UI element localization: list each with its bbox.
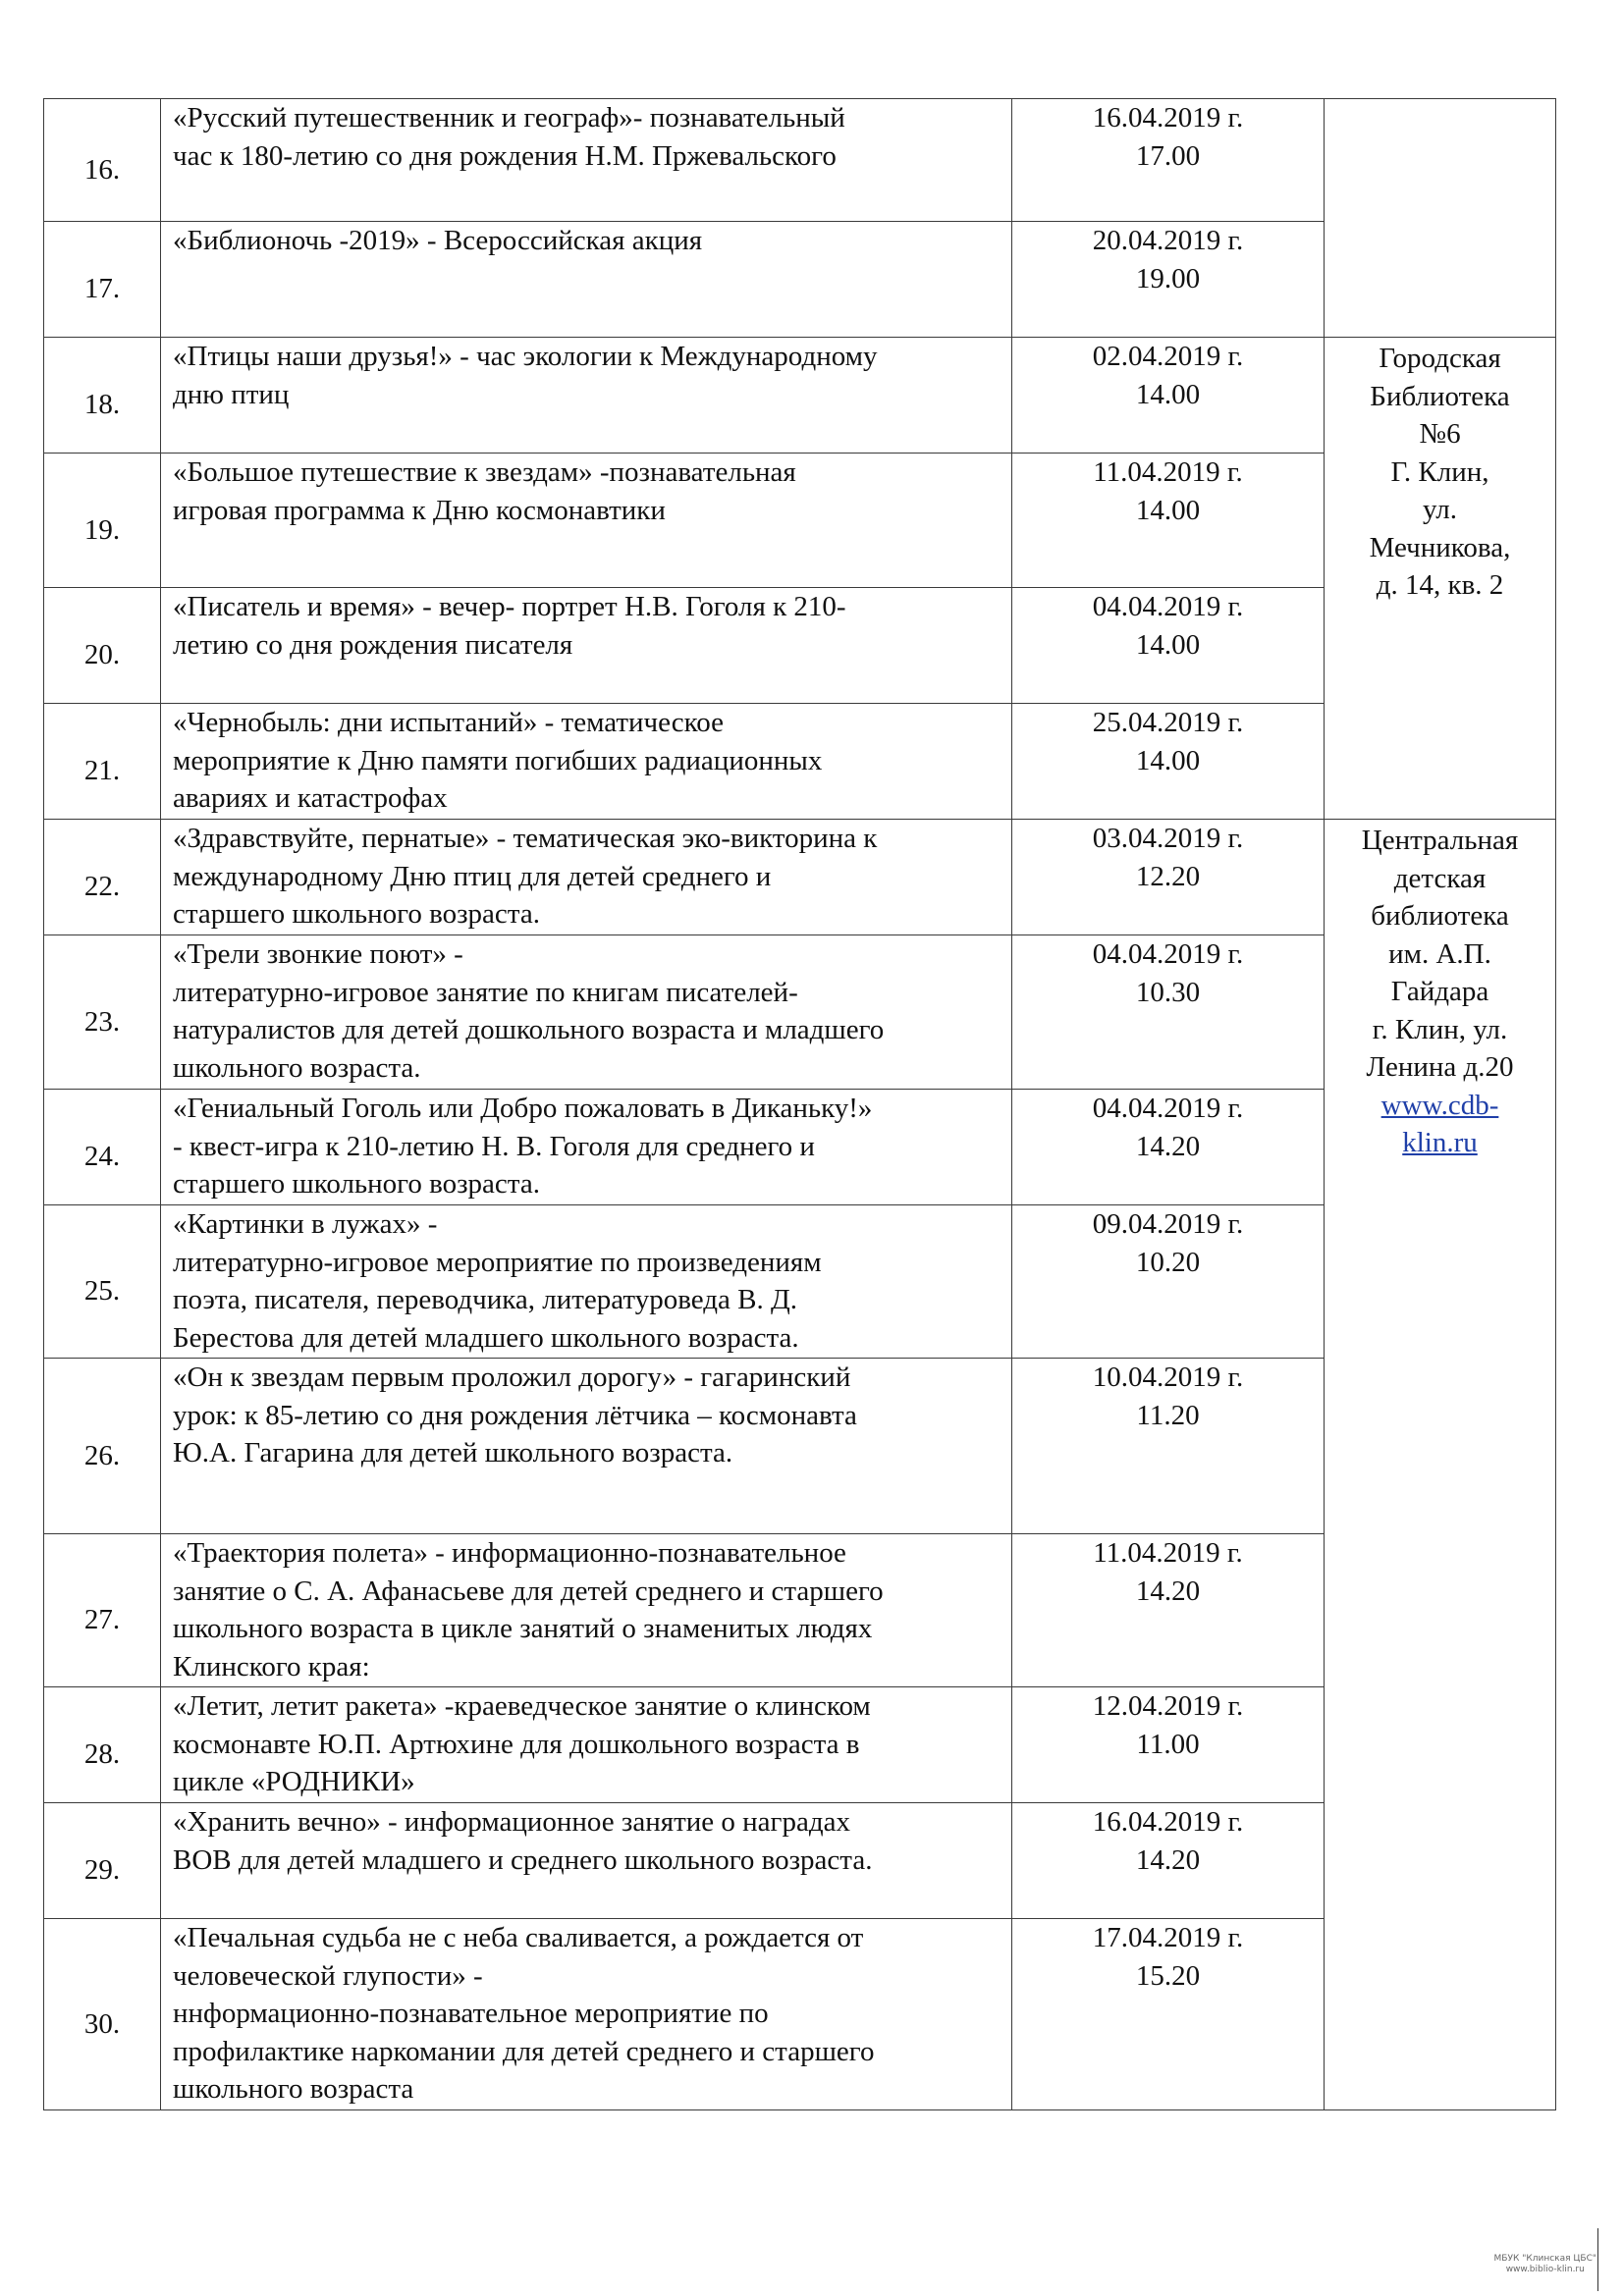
- event-description: «Русский путешественник и географ»- познавательный час к 180-летию со дня рождения Н.М. Пржевальского: [161, 99, 1012, 222]
- event-datetime: 16.04.2019 г. 14.20: [1012, 1803, 1325, 1919]
- row-number: 21.: [44, 704, 161, 820]
- event-description: «Хранить вечно» - информационное занятие о наградах ВОВ для детей младшего и среднего школьного возраста.: [161, 1803, 1012, 1919]
- row-number: 16.: [44, 99, 161, 222]
- event-description: «Печальная судьба не с неба сваливается, а рождается от человеческой глупости» - ннформационно-познавательное мероприятие по профилактике наркомании для детей среднего и старшего школьного возраста: [161, 1919, 1012, 2110]
- row-number: 27.: [44, 1534, 161, 1687]
- table-row: [44, 338, 1556, 454]
- event-description: «Трели звонкие поют» - литературно-игровое занятие по книгам писателей- натуралистов для детей дошкольного возраста и младшего школьного возраста.: [161, 935, 1012, 1090]
- event-datetime: 02.04.2019 г. 14.00: [1012, 338, 1325, 454]
- event-description: «Картинки в лужах» - литературно-игровое мероприятие по произведениям поэта, писателя, переводчика, литературоведа В. Д. Берестова для детей младшего школьного возраста.: [161, 1205, 1012, 1359]
- event-datetime: 16.04.2019 г. 17.00: [1012, 99, 1325, 222]
- row-number: 29.: [44, 1803, 161, 1919]
- library-website-link[interactable]: www.cdb- klin.ru: [1380, 1089, 1499, 1158]
- event-datetime: 11.04.2019 г. 14.20: [1012, 1534, 1325, 1687]
- row-number: 23.: [44, 935, 161, 1090]
- event-description: «Писатель и время» - вечер- портрет Н.В. Гоголя к 210- летию со дня рождения писателя: [161, 588, 1012, 704]
- page-edge-line: [1597, 2228, 1598, 2291]
- event-description: «Библионочь -2019» - Всероссийская акция: [161, 222, 1012, 338]
- row-number: 20.: [44, 588, 161, 704]
- events-table: [43, 98, 1556, 2110]
- event-datetime: 11.04.2019 г. 14.00: [1012, 454, 1325, 588]
- table-row: [44, 820, 1556, 935]
- table-row: [44, 99, 1556, 222]
- venue-cell-empty: [1325, 99, 1556, 338]
- event-datetime: 12.04.2019 г. 11.00: [1012, 1687, 1325, 1803]
- row-number: 25.: [44, 1205, 161, 1359]
- event-datetime: 09.04.2019 г. 10.20: [1012, 1205, 1325, 1359]
- event-description: «Гениальный Гоголь или Добро пожаловать в Диканьку!» - квест-игра к 210-летию Н. В. Гоголя для среднего и старшего школьного возраста.: [161, 1090, 1012, 1205]
- event-datetime: 10.04.2019 г. 11.20: [1012, 1359, 1325, 1534]
- event-description: «Здравствуйте, пернатые» - тематическая эко-викторина к международному Дню птиц для детей среднего и старшего школьного возраста.: [161, 820, 1012, 935]
- event-datetime: 20.04.2019 г. 19.00: [1012, 222, 1325, 338]
- row-number: 17.: [44, 222, 161, 338]
- event-datetime: 04.04.2019 г. 14.20: [1012, 1090, 1325, 1205]
- row-number: 18.: [44, 338, 161, 454]
- event-description: «Большое путешествие к звездам» -познавательная игровая программа к Дню космонавтики: [161, 454, 1012, 588]
- event-datetime: 25.04.2019 г. 14.00: [1012, 704, 1325, 820]
- venue-central-children-library: Центральная детская библиотека им. А.П. Гайдара г. Клин, ул. Ленина д.20 www.cdb- klin.ru: [1325, 820, 1556, 2110]
- row-number: 19.: [44, 454, 161, 588]
- event-description: «Птицы наши друзья!» - час экологии к Международному дню птиц: [161, 338, 1012, 454]
- row-number: 22.: [44, 820, 161, 935]
- venue-library-6: Городская Библиотека №6 Г. Клин, ул. Мечникова, д. 14, кв. 2: [1325, 338, 1556, 820]
- row-number: 26.: [44, 1359, 161, 1534]
- event-description: «Летит, летит ракета» -краеведческое занятие о клинском космонавте Ю.П. Артюхине для дошкольного возраста в цикле «РОДНИКИ»: [161, 1687, 1012, 1803]
- event-description: «Он к звездам первым проложил дорогу» - гагаринский урок: к 85-летию со дня рождения лётчика – космонавта Ю.А. Гагарина для детей школьного возраста.: [161, 1359, 1012, 1534]
- watermark-footer: МБУК "Клинская ЦБС" www.biblio-klin.ru: [1493, 2254, 1596, 2274]
- event-description: «Чернобыль: дни испытаний» - тематическое мероприятие к Дню памяти погибших радиационных авариях и катастрофах: [161, 704, 1012, 820]
- event-datetime: 17.04.2019 г. 15.20: [1012, 1919, 1325, 2110]
- event-datetime: 04.04.2019 г. 14.00: [1012, 588, 1325, 704]
- row-number: 24.: [44, 1090, 161, 1205]
- event-description: «Траектория полета» - информационно-познавательное занятие о С. А. Афанасьеве для детей среднего и старшего школьного возраста в цикле занятий о знаменитых людях Клинского края:: [161, 1534, 1012, 1687]
- event-datetime: 04.04.2019 г. 10.30: [1012, 935, 1325, 1090]
- row-number: 28.: [44, 1687, 161, 1803]
- row-number: 30.: [44, 1919, 161, 2110]
- event-datetime: 03.04.2019 г. 12.20: [1012, 820, 1325, 935]
